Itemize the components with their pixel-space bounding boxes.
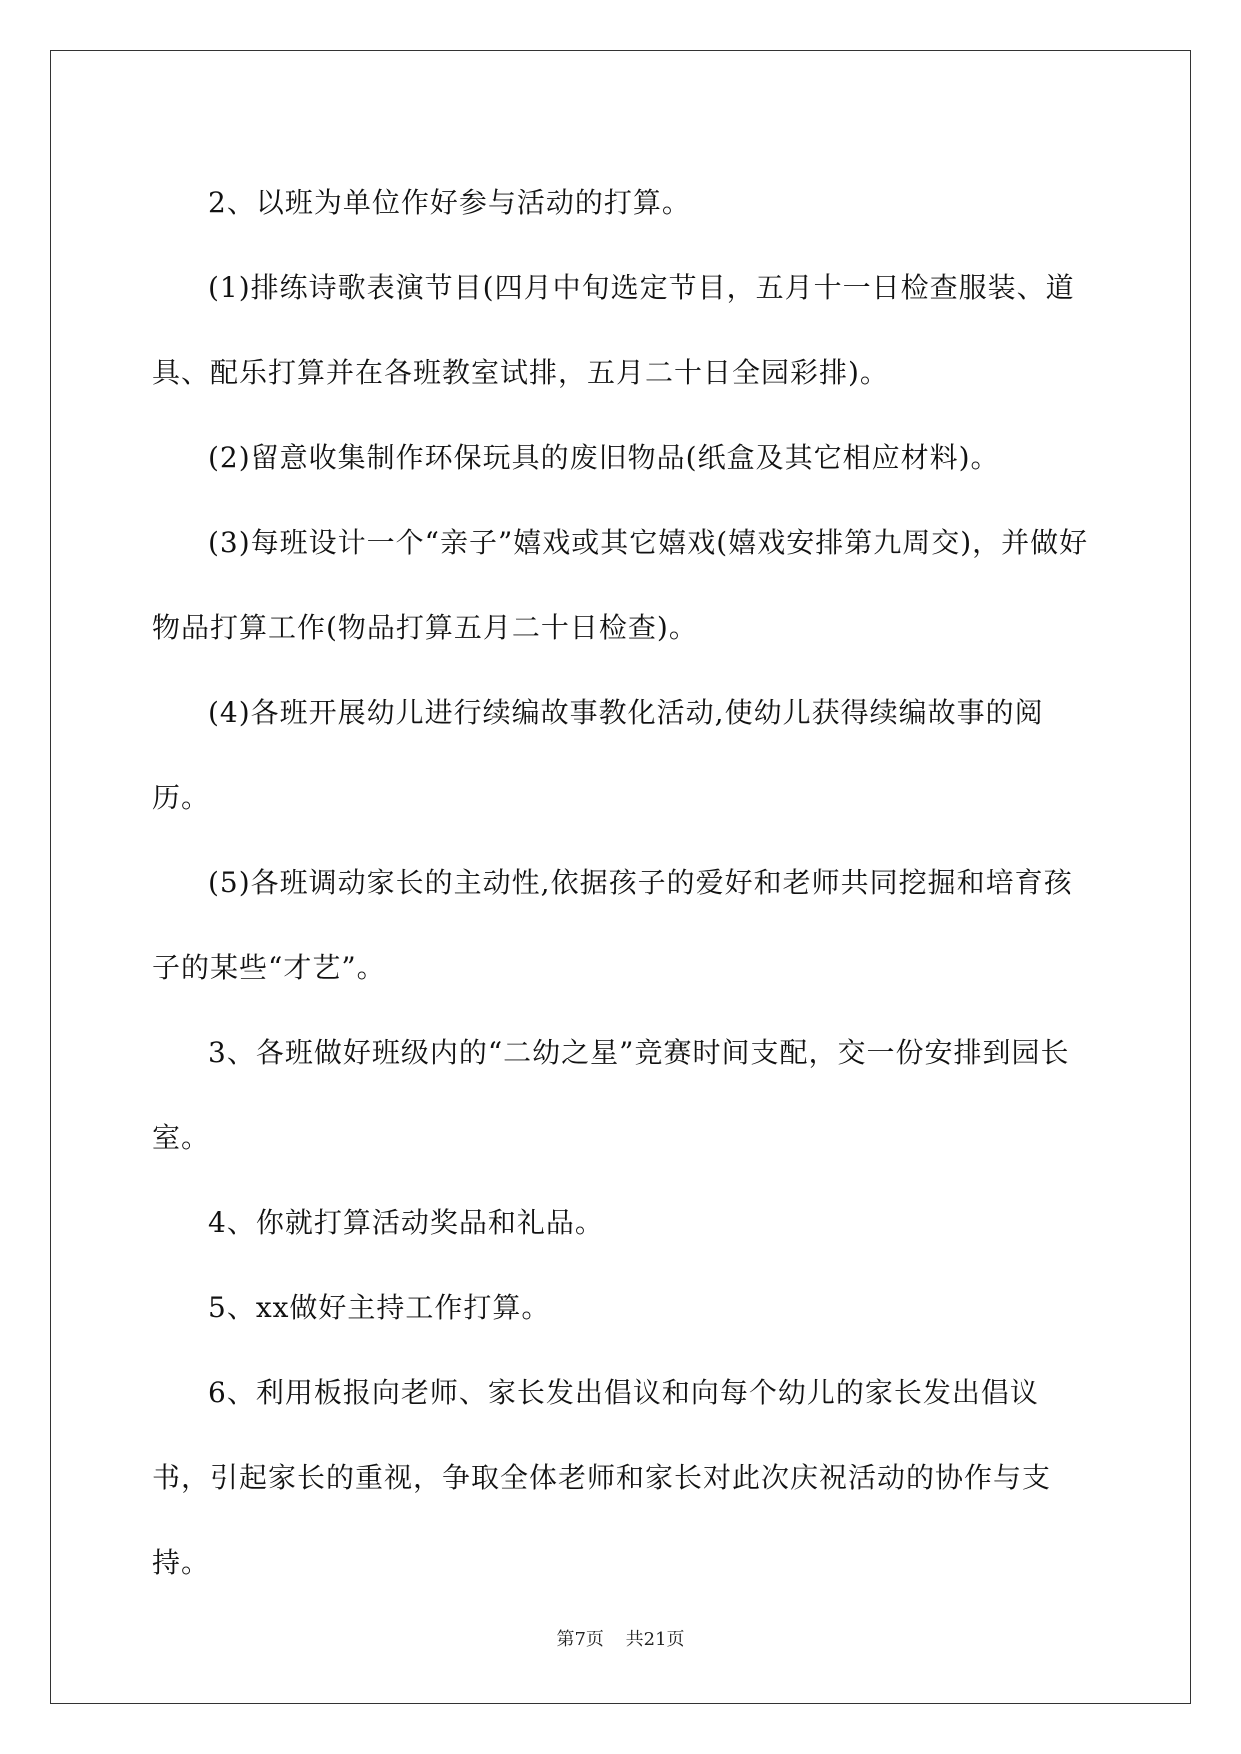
paragraph: 5、xx做好主持工作打算。 — [208, 1291, 551, 1324]
total-page-count: 共21页 — [625, 1629, 685, 1650]
document-body — [152, 160, 1092, 1605]
paragraph: 6、利用板报向老师、家长发出倡议和向每个幼儿的家长发出倡议书，引起家长的重视，争取全体老师和家长对此次庆祝活动的协作与支持。 — [152, 1376, 1052, 1579]
paragraph: (2)留意收集制作环保玩具的废旧物品(纸盒及其它相应材料)。 — [208, 441, 1000, 474]
paragraph: (1)排练诗歌表演节目(四月中旬选定节目，五月十一日检查服装、道具、配乐打算并在各班教室试排，五月二十日全园彩排)。 — [152, 271, 1075, 389]
paragraph: (3)每班设计一个“亲子”嬉戏或其它嬉戏(嬉戏安排第九周交)，并做好物品打算工作(物品打算五月二十日检查)。 — [152, 526, 1089, 644]
paragraph: 2、以班为单位作好参与活动的打算。 — [208, 186, 691, 219]
paragraph: 3、各班做好班级内的“二幼之星”竞赛时间支配，交一份安排到园长室。 — [152, 1036, 1070, 1154]
current-page-number: 第7页 — [556, 1629, 604, 1650]
paragraph: (4)各班开展幼儿进行续编故事教化活动,使幼儿获得续编故事的阅历。 — [152, 696, 1044, 814]
page-footer — [0, 1625, 1241, 1651]
paragraph: (5)各班调动家长的主动性,依据孩子的爱好和老师共同挖掘和培育孩子的某些“才艺”。 — [152, 866, 1073, 984]
paragraph: 4、你就打算活动奖品和礼品。 — [208, 1206, 604, 1239]
